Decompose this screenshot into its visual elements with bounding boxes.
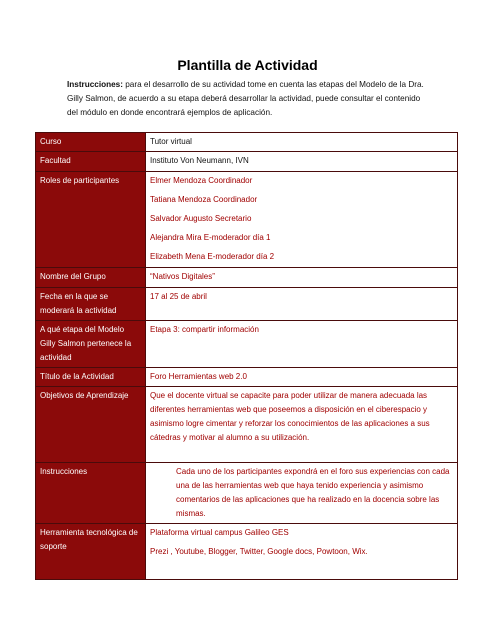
row-label: Roles de participantes xyxy=(36,172,146,268)
table-row-etapa xyxy=(36,321,458,368)
row-label: Instrucciones xyxy=(36,463,146,524)
row-label: Objetivos de Aprendizaje xyxy=(36,387,146,463)
activity-table xyxy=(35,132,458,580)
row-label: Facultad xyxy=(36,152,146,172)
list-item: Elizabeth Mena E-moderador día 2 xyxy=(150,252,275,261)
table-row-titulo xyxy=(36,368,458,387)
row-label: A qué etapa del Modelo Gilly Salmon pertenece la actividad xyxy=(36,321,146,368)
page-title: Plantilla de Actividad xyxy=(177,57,318,73)
row-value: Foro Herramientas web 2.0 xyxy=(146,368,458,387)
row-label: Título de la Actividad xyxy=(36,368,146,387)
list-item: Alejandra Mira E-moderador día 1 xyxy=(150,233,271,242)
herramienta-cell xyxy=(146,524,458,580)
row-value: Cada uno de los participantes expondrá en el foro sus experiencias con cada una de las herramientas web que haya tenido experiencia y asimismo comentarios de las aplicaciones que ha realizado en la docencia sobre las mismas. xyxy=(146,463,458,524)
row-label: Fecha en la que se moderará la actividad xyxy=(36,288,146,321)
list-item: Salvador Augusto Secretario xyxy=(150,214,252,223)
row-label: Nombre del Grupo xyxy=(36,268,146,288)
row-value: Etapa 3: compartir información xyxy=(146,321,458,368)
row-value: 17 al 25 de abril xyxy=(146,288,458,321)
row-value: Que el docente virtual se capacite para poder utilizar de manera adecuada las diferentes herramientas web que poseemos a disposición en el ciberespacio y asimismo logre cimentar y reforzar los conocimientos de las aplicaciones a sus cátedras y motivar al alumno a su utilización. xyxy=(146,387,458,463)
instructions-label: Instrucciones: xyxy=(67,80,123,89)
list-item: Elmer Mendoza Coordinador xyxy=(150,176,253,185)
table-row-grupo xyxy=(36,268,458,288)
table-row-objetivos xyxy=(36,387,458,463)
row-label: Curso xyxy=(36,133,146,152)
platform-text: Plataforma virtual campus Galileo GES xyxy=(150,528,289,537)
table-row-fecha xyxy=(36,288,458,321)
tools-text: Prezi , Youtube, Blogger, Twitter, Google docs, Powtoon, Wix. xyxy=(150,547,368,556)
list-item: Tatiana Mendoza Coordinador xyxy=(150,195,258,204)
row-value: “Nativos Digitales” xyxy=(146,268,458,288)
row-value: Instituto Von Neumann, IVN xyxy=(146,152,458,172)
table-row-herramienta xyxy=(36,524,458,580)
row-label: Herramienta tecnológica de soporte xyxy=(36,524,146,580)
table-row-curso xyxy=(36,133,458,152)
table-row-facultad xyxy=(36,152,458,172)
roles-list xyxy=(146,172,458,268)
table-row-roles xyxy=(36,172,458,268)
instructions-text: para el desarrollo de su actividad tome en cuenta las etapas del Modelo de la Dra. Gilly Salmon, de acuerdo a su etapa deberá desarrollar la actividad, puede consultar el contenido del módulo en donde encontrará ejemplos de aplicación. xyxy=(67,80,424,117)
table-row-instrucciones xyxy=(36,463,458,524)
row-value: Tutor virtual xyxy=(146,133,458,152)
instructions-paragraph xyxy=(67,78,432,120)
